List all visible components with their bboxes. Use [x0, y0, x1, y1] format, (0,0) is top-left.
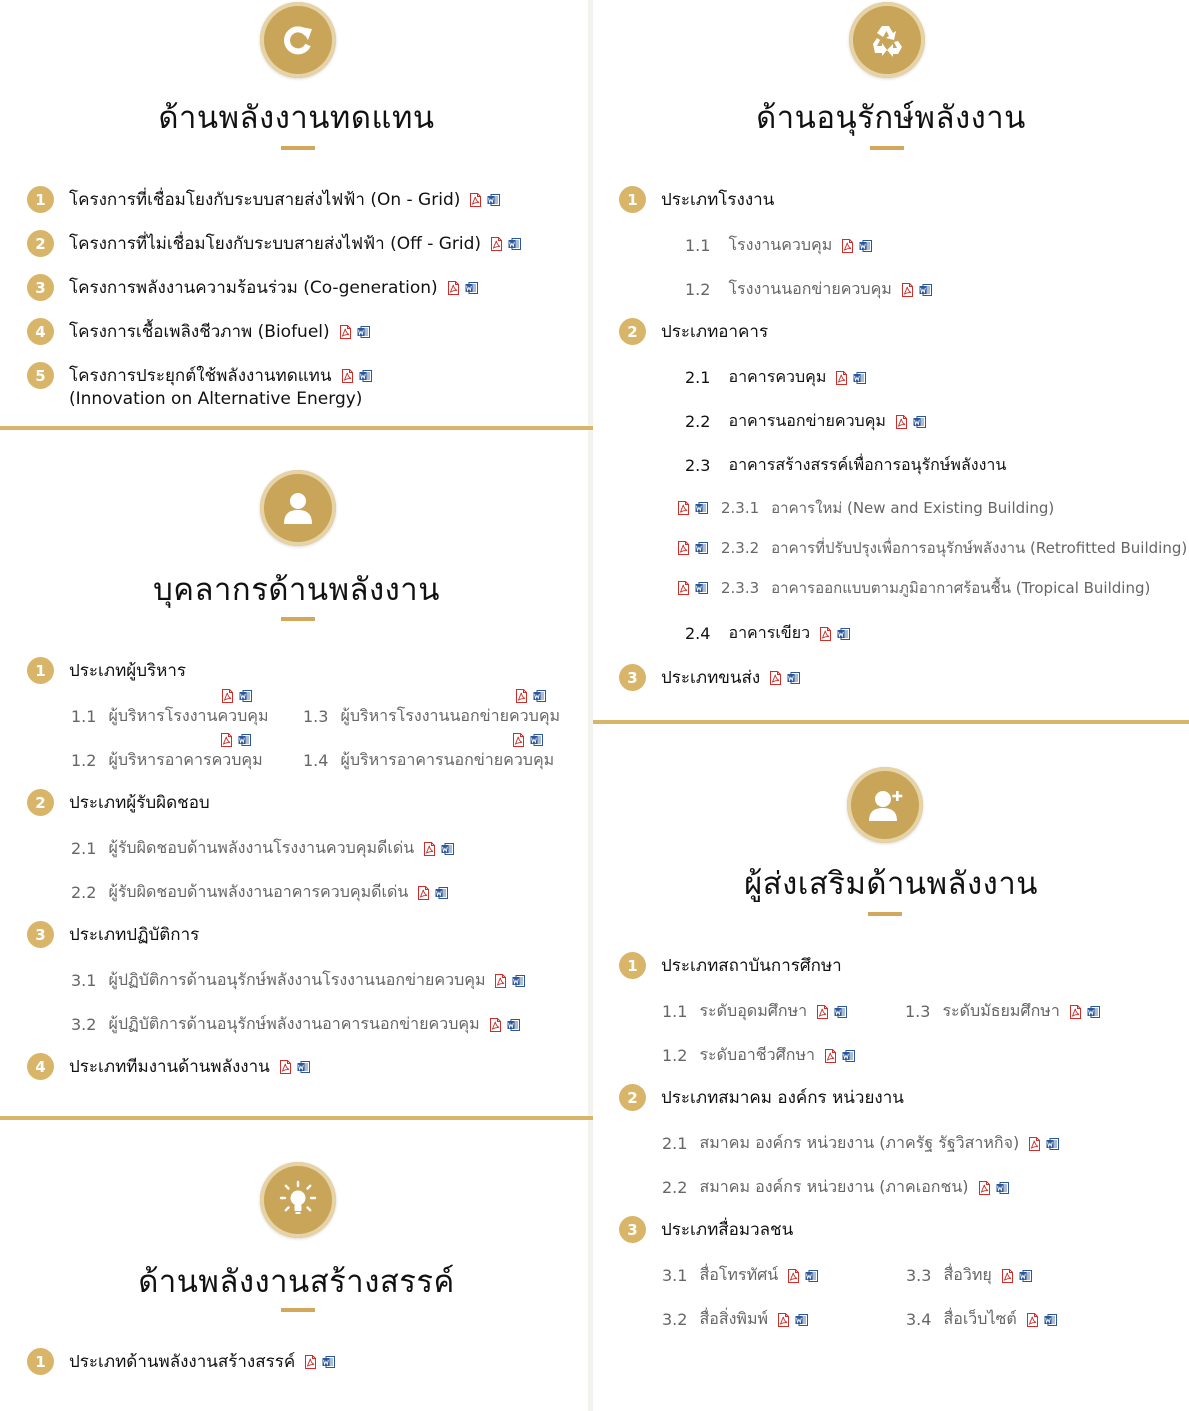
item-label: ผู้บริหารอาคารควบคุม — [108, 750, 263, 769]
item-label: โครงการประยุกต์ใช้พลังงานทดแทน — [69, 366, 332, 386]
group-header — [619, 1084, 904, 1111]
item-label: โครงการเชื้อเพลิงชีวภาพ (Biofuel) — [69, 322, 330, 342]
word-file-icon[interactable] — [465, 281, 478, 295]
item-label: สื่อเว็บไซต์ — [943, 1309, 1017, 1328]
pdf-file-icon[interactable] — [787, 1269, 800, 1283]
list-item — [27, 318, 370, 345]
item-label: โรงงานควบคุม — [728, 235, 833, 254]
group-header — [619, 664, 800, 691]
item-label: (Innovation on Alternative Energy) — [69, 389, 363, 409]
pdf-file-icon[interactable] — [221, 689, 234, 703]
word-file-icon[interactable] — [322, 1355, 335, 1369]
word-file-icon[interactable] — [441, 842, 454, 856]
item-code: 1.1 — [685, 236, 711, 255]
number-badge: 1 — [27, 1348, 54, 1375]
item-label: สื่อสิ่งพิมพ์ — [699, 1309, 769, 1328]
pdf-file-icon[interactable] — [841, 239, 854, 253]
item-code: 2.2 — [662, 1178, 688, 1197]
item-code: 2.1 — [71, 839, 97, 858]
sub-item — [71, 880, 448, 905]
pdf-file-icon[interactable] — [417, 886, 430, 900]
sub-item — [662, 1307, 808, 1332]
group-header — [27, 789, 210, 816]
word-file-icon[interactable] — [853, 371, 866, 385]
pdf-file-icon[interactable] — [279, 1060, 292, 1074]
add-user-icon — [847, 767, 923, 843]
pdf-file-icon[interactable] — [677, 541, 690, 555]
item-label: ผู้บริหารโรงงานควบคุม — [108, 706, 269, 725]
pdf-file-icon[interactable] — [1026, 1313, 1039, 1327]
word-file-icon[interactable] — [834, 1005, 847, 1019]
item-code: 2.2 — [685, 412, 711, 431]
number-badge: 2 — [619, 1084, 646, 1111]
group-header — [27, 921, 199, 948]
item-code: 2.3 — [685, 456, 711, 475]
item-code: 2.3.2 — [721, 539, 760, 557]
group-header — [27, 657, 186, 684]
sub-item — [662, 1175, 1009, 1200]
group-header — [619, 1216, 793, 1243]
item-code: 2.1 — [685, 368, 711, 387]
sub-item — [71, 968, 525, 993]
group-label: ประเภทขนส่ง — [661, 668, 761, 688]
item-code: 3.1 — [662, 1266, 688, 1285]
item-label: อาคารออกแบบตามภูมิอากาศร้อนชื้น (Tropical Building) — [771, 579, 1151, 597]
word-file-icon[interactable] — [359, 369, 372, 383]
number-badge: 2 — [619, 318, 646, 345]
item-code: 1.2 — [71, 751, 97, 770]
item-code: 2.3.1 — [721, 499, 760, 517]
section-renewable — [0, 0, 593, 428]
list-item — [27, 230, 521, 257]
word-file-icon[interactable] — [695, 581, 708, 595]
group-label: ประเภทโรงงาน — [661, 190, 775, 210]
pdf-file-icon[interactable] — [494, 974, 507, 988]
group-header — [27, 1348, 335, 1375]
item-code: 1.1 — [71, 707, 97, 726]
person-icon — [260, 470, 336, 546]
sub-item — [905, 999, 1100, 1024]
item-code: 2.4 — [685, 624, 711, 643]
word-file-icon[interactable] — [1087, 1005, 1100, 1019]
word-file-icon[interactable] — [435, 886, 448, 900]
file-icons — [512, 733, 548, 747]
word-file-icon[interactable] — [913, 415, 926, 429]
pdf-file-icon[interactable] — [490, 237, 503, 251]
pdf-file-icon[interactable] — [895, 415, 908, 429]
sub-item — [662, 999, 847, 1024]
list-item — [27, 362, 372, 389]
pdf-file-icon[interactable] — [339, 325, 352, 339]
pdf-file-icon[interactable] — [824, 1049, 837, 1063]
list-item — [27, 274, 478, 301]
word-file-icon[interactable] — [487, 193, 500, 207]
item-label: อาคารใหม่ (New and Existing Building) — [771, 499, 1055, 517]
sub-item — [662, 1263, 818, 1288]
right-column — [593, 0, 1189, 1411]
pdf-file-icon[interactable] — [769, 671, 782, 685]
sub-item — [662, 1043, 855, 1068]
item-code: 3.3 — [906, 1266, 932, 1285]
word-file-icon[interactable] — [795, 1313, 808, 1327]
pdf-file-icon[interactable] — [304, 1355, 317, 1369]
item-code: 1.3 — [303, 707, 329, 726]
item-label: สมาคม องค์กร หน่วยงาน (ภาคเอกชน) — [699, 1177, 969, 1196]
item-label: ระดับอาชีวศึกษา — [699, 1045, 815, 1064]
item-label: ผู้รับผิดชอบด้านพลังงานโรงงานควบคุมดีเด่น — [108, 838, 415, 857]
word-file-icon[interactable] — [238, 733, 251, 747]
item-code: 3.4 — [906, 1310, 932, 1329]
number-badge: 2 — [27, 789, 54, 816]
pdf-file-icon[interactable] — [677, 581, 690, 595]
group-label: ประเภทด้านพลังงานสร้างสรรค์ — [69, 1352, 296, 1372]
pdf-file-icon[interactable] — [978, 1181, 991, 1195]
group-header — [619, 186, 774, 213]
file-icons — [515, 689, 551, 703]
refresh-icon — [260, 2, 336, 78]
item-label: สมาคม องค์กร หน่วยงาน (ภาครัฐ รัฐวิสาหกิจ) — [699, 1133, 1020, 1152]
word-file-icon[interactable] — [357, 325, 370, 339]
word-file-icon[interactable] — [507, 1018, 520, 1032]
item-code: 2.3.3 — [721, 579, 760, 597]
word-file-icon[interactable] — [996, 1181, 1009, 1195]
number-badge: 1 — [27, 186, 54, 213]
sub-item — [303, 748, 554, 773]
title-underline — [281, 617, 315, 621]
item-code: 1.4 — [303, 751, 329, 770]
number-badge: 5 — [27, 362, 54, 389]
sub-item — [71, 1012, 520, 1037]
sub-item — [71, 836, 454, 861]
number-badge: 3 — [27, 921, 54, 948]
item-code: 1.3 — [905, 1002, 931, 1021]
sub-sub-item — [677, 496, 1054, 520]
title-underline — [281, 146, 315, 150]
number-badge: 4 — [27, 1053, 54, 1080]
pdf-file-icon[interactable] — [220, 733, 233, 747]
group-label: ประเภทสื่อมวลชน — [661, 1220, 794, 1240]
pdf-file-icon[interactable] — [819, 627, 832, 641]
item-code: 3.2 — [662, 1310, 688, 1329]
item-code: 1.2 — [685, 280, 711, 299]
section-creative — [0, 1120, 593, 1411]
word-file-icon[interactable] — [859, 239, 872, 253]
recycle-icon — [849, 2, 925, 78]
file-icons — [221, 689, 257, 703]
number-badge: 3 — [27, 274, 54, 301]
pdf-file-icon[interactable] — [1028, 1137, 1041, 1151]
sub-item — [685, 409, 926, 434]
word-file-icon[interactable] — [842, 1049, 855, 1063]
group-label: ประเภทสถาบันการศึกษา — [661, 956, 842, 976]
item-label: สื่อโทรทัศน์ — [699, 1265, 779, 1284]
number-badge: 1 — [619, 952, 646, 979]
item-label: ระดับอุดมศึกษา — [699, 1001, 808, 1020]
number-badge: 1 — [619, 186, 646, 213]
list-item — [27, 186, 500, 213]
word-file-icon[interactable] — [695, 501, 708, 515]
title-underline — [870, 146, 904, 150]
item-label: อาคารสร้างสรรค์เพื่อการอนุรักษ์พลังงาน — [728, 455, 1007, 474]
item-code: 1.2 — [662, 1046, 688, 1065]
number-badge: 1 — [27, 657, 54, 684]
sub-item — [303, 704, 560, 729]
item-label: โครงการที่ไม่เชื่อมโยงกับระบบสายส่งไฟฟ้า (Off - Grid) — [69, 234, 482, 254]
section-title: ด้านพลังงานสร้างสรรค์ — [138, 1264, 455, 1300]
sub-item — [71, 704, 269, 729]
word-file-icon[interactable] — [919, 283, 932, 297]
pdf-file-icon[interactable] — [341, 369, 354, 383]
item-code: 2.2 — [71, 883, 97, 902]
section-title: ด้านอนุรักษ์พลังงาน — [756, 100, 1026, 136]
item-label: ระดับมัธยมศึกษา — [942, 1001, 1060, 1020]
item-label: สื่อวิทยุ — [943, 1265, 992, 1284]
section-title: ด้านพลังงานทดแทน — [158, 100, 435, 136]
item-label: ผู้บริหารโรงงานนอกข่ายควบคุม — [340, 706, 561, 725]
pdf-file-icon[interactable] — [447, 281, 460, 295]
item-label: โครงการที่เชื่อมโยงกับระบบสายส่งไฟฟ้า (On - Grid) — [69, 190, 461, 210]
item-label: อาคารเขียว — [728, 623, 811, 642]
pdf-file-icon[interactable] — [777, 1313, 790, 1327]
sub-item — [685, 277, 932, 302]
item-code: 1.1 — [662, 1002, 688, 1021]
word-file-icon[interactable] — [239, 689, 252, 703]
word-file-icon[interactable] — [1044, 1313, 1057, 1327]
word-file-icon[interactable] — [533, 689, 546, 703]
number-badge: 4 — [27, 318, 54, 345]
word-file-icon[interactable] — [512, 974, 525, 988]
pdf-file-icon[interactable] — [469, 193, 482, 207]
word-file-icon[interactable] — [787, 671, 800, 685]
sub-item — [906, 1263, 1032, 1288]
pdf-file-icon[interactable] — [512, 733, 525, 747]
item-code: 2.1 — [662, 1134, 688, 1153]
item-label: โครงการพลังงานความร้อนร่วม (Co-generation) — [69, 278, 438, 298]
group-label: ประเภททีมงานด้านพลังงาน — [69, 1057, 270, 1077]
item-label: ผู้ปฏิบัติการด้านอนุรักษ์พลังงานอาคารนอกข่ายควบคุม — [108, 1014, 480, 1033]
word-file-icon[interactable] — [1046, 1137, 1059, 1151]
lightbulb-icon — [260, 1162, 336, 1238]
title-underline — [281, 1308, 315, 1312]
sub-item — [685, 621, 850, 646]
word-file-icon[interactable] — [530, 733, 543, 747]
group-header — [619, 952, 842, 979]
number-badge: 2 — [27, 230, 54, 257]
file-icons — [220, 733, 256, 747]
word-file-icon[interactable] — [1019, 1269, 1032, 1283]
group-label: ประเภทสมาคม องค์กร หน่วยงาน — [661, 1088, 904, 1108]
item-code: 3.2 — [71, 1015, 97, 1034]
item-label: อาคารที่ปรับปรุงเพื่อการอนุรักษ์พลังงาน (Retrofitted Building) — [771, 539, 1188, 557]
section-conservation — [593, 0, 1189, 720]
sub-item — [662, 1131, 1059, 1156]
pdf-file-icon[interactable] — [677, 501, 690, 515]
pdf-file-icon[interactable] — [515, 689, 528, 703]
left-column — [0, 0, 593, 1411]
section-title: บุคลากรด้านพลังงาน — [153, 572, 440, 608]
pdf-file-icon[interactable] — [1001, 1269, 1014, 1283]
sub-item — [685, 453, 1006, 478]
item-label: ผู้ปฏิบัติการด้านอนุรักษ์พลังงานโรงงานนอกข่ายควบคุม — [108, 970, 486, 989]
pdf-file-icon[interactable] — [489, 1018, 502, 1032]
sub-item — [71, 748, 263, 773]
item-label: อาคารนอกข่ายควบคุม — [728, 411, 886, 430]
number-badge: 3 — [619, 664, 646, 691]
title-underline — [868, 912, 902, 916]
group-label: ประเภทผู้บริหาร — [69, 661, 187, 681]
word-file-icon[interactable] — [837, 627, 850, 641]
word-file-icon[interactable] — [508, 237, 521, 251]
sub-sub-item — [677, 536, 1187, 560]
word-file-icon[interactable] — [805, 1269, 818, 1283]
pdf-file-icon[interactable] — [816, 1005, 829, 1019]
word-file-icon[interactable] — [297, 1060, 310, 1074]
section-promoter — [593, 724, 1189, 1411]
item-label: โรงงานนอกข่ายควบคุม — [728, 279, 892, 298]
section-personnel — [0, 430, 593, 1116]
item-label: อาคารควบคุม — [728, 367, 827, 386]
list-item-continued — [69, 389, 362, 409]
word-file-icon[interactable] — [695, 541, 708, 555]
sub-item — [685, 233, 872, 258]
pdf-file-icon[interactable] — [1069, 1005, 1082, 1019]
pdf-file-icon[interactable] — [423, 842, 436, 856]
group-label: ประเภทผู้รับผิดชอบ — [69, 793, 210, 813]
item-label: ผู้รับผิดชอบด้านพลังงานอาคารควบคุมดีเด่น — [108, 882, 409, 901]
group-label: ประเภทปฏิบัติการ — [69, 925, 200, 945]
group-header — [619, 318, 768, 345]
item-label: ผู้บริหารอาคารนอกข่ายควบคุม — [340, 750, 555, 769]
section-title: ผู้ส่งเสริมด้านพลังงาน — [744, 866, 1038, 902]
sub-item — [906, 1307, 1057, 1332]
number-badge: 3 — [619, 1216, 646, 1243]
item-code: 3.1 — [71, 971, 97, 990]
sub-item — [685, 365, 866, 390]
pdf-file-icon[interactable] — [835, 371, 848, 385]
sub-sub-item — [677, 576, 1150, 600]
group-label: ประเภทอาคาร — [661, 322, 769, 342]
pdf-file-icon[interactable] — [901, 283, 914, 297]
group-header — [27, 1053, 310, 1080]
